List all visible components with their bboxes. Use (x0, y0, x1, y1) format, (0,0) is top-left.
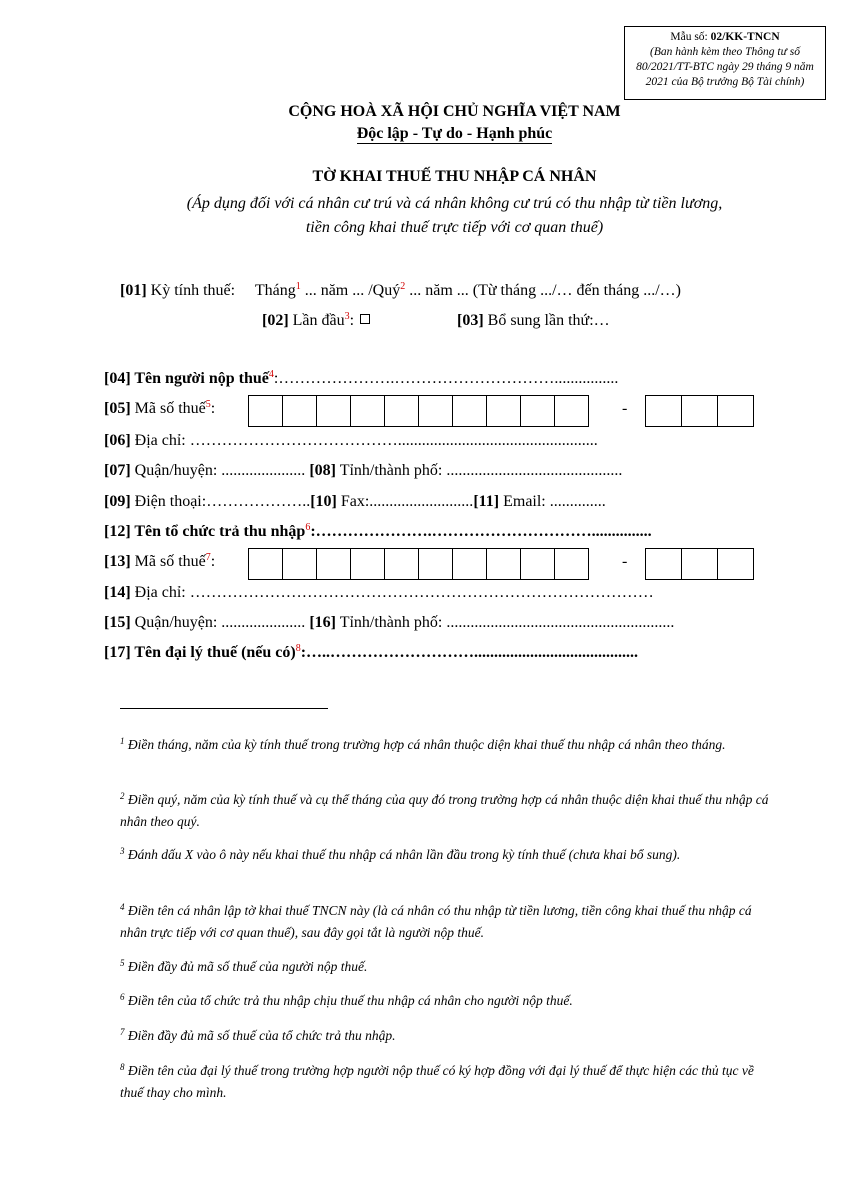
tin-digit-cell[interactable] (452, 395, 487, 427)
form-number: Mẫu số: 02/KK-TNCN (670, 31, 780, 43)
taxpayer-address-field[interactable]: [06] Địa chỉ: ………………………………….................................................. (104, 432, 598, 449)
payer-tin-grid[interactable] (248, 548, 589, 580)
footnote: $^7$ Điền đầy đủ mã số thuế của tổ chức trả thu nhập. (120, 1027, 396, 1043)
footnote: $^5$ Điền đầy đủ mã số thuế của người nộp thuế. (120, 958, 368, 974)
taxpayer-tin-suffix-grid[interactable] (645, 395, 754, 427)
payer-district-province-line[interactable]: [15] Quận/huyện: ..................... [16] Tỉnh/thành phố: ......................................................... (104, 614, 675, 631)
tin-digit-cell[interactable] (316, 548, 351, 580)
tin-digit-cell[interactable] (554, 548, 589, 580)
footnote: $^1$ Điền tháng, năm của kỳ tính thuế trong trường hợp cá nhân thuộc diện khai thuế thu nhập cá nhân theo tháng. (120, 736, 726, 752)
payer-tin-suffix-grid[interactable] (645, 548, 754, 580)
tin-dash: - (622, 553, 628, 570)
footnote: $^4$ Điền tên cá nhân lập tờ khai thuế TNCN này (là cá nhân có thu nhập từ tiền lương, tiền công khai thuế thu nhập cá nhân trực tiếp với cơ quan thuế), sau đây gọi tắt là người nộp thuế. (120, 902, 752, 940)
page-title: TỜ KHAI THUẾ THU NHẬP CÁ NHÂN (312, 168, 597, 185)
tin-digit-cell[interactable] (486, 548, 521, 580)
tin-digit-cell[interactable] (384, 548, 419, 580)
tin-digit-cell[interactable] (350, 395, 385, 427)
tin-dash: - (622, 400, 628, 417)
tax-agent-name-field[interactable]: [17] Tên đại lý thuế (nếu có)$^8$:…..………………………......................................... (104, 643, 639, 661)
tin-digit-cell[interactable] (248, 395, 283, 427)
payer-org-name-field[interactable]: [12] Tên tổ chức trả thu nhập$^6$:………………….…………………………............... (104, 522, 652, 540)
district-province-line[interactable]: [07] Quận/huyện: ..................... [08] Tỉnh/thành phố: ............................................ (104, 462, 623, 479)
taxpayer-name-field[interactable]: [04] Tên người nộp thuế$^4$:………………….…………………………................ (104, 369, 619, 387)
tin-digit-cell[interactable] (645, 395, 682, 427)
tin-digit-cell[interactable] (520, 548, 555, 580)
tin-digit-cell[interactable] (452, 548, 487, 580)
tin-digit-cell[interactable] (554, 395, 589, 427)
tin-digit-cell[interactable] (645, 548, 682, 580)
tin-digit-cell[interactable] (316, 395, 351, 427)
taxpayer-tin-label: [05] Mã số thuế$^5$: (104, 399, 216, 417)
footnote: $^8$ Điền tên của đại lý thuế trong trường hợp người nộp thuế có ký hợp đồng với đại lý thuế để thực hiện các thủ tục về thuế thay cho mình. (120, 1062, 754, 1100)
tin-digit-cell[interactable] (384, 395, 419, 427)
tin-digit-cell[interactable] (350, 548, 385, 580)
tin-digit-cell[interactable] (418, 395, 453, 427)
tin-digit-cell[interactable] (282, 395, 317, 427)
footnote: $^3$ Đánh dấu X vào ô này nếu khai thuế thu nhập cá nhân lần đầu trong kỳ tính thuế (chưa khai bổ sung). (120, 846, 681, 862)
tax-period-line: [01] Kỳ tính thuế: Tháng$^1$ ... năm ... /Quý$^2$ ... năm ... (Từ tháng .../… đến tháng .../…) (120, 281, 681, 299)
tin-digit-cell[interactable] (681, 548, 718, 580)
tin-digit-cell[interactable] (717, 395, 754, 427)
contact-line[interactable]: [09] Điện thoại:………………..[10] Fax:..........................[11] Email: .............. (104, 493, 606, 510)
tin-digit-cell[interactable] (486, 395, 521, 427)
first-time-checkbox[interactable] (360, 314, 370, 324)
footnote: $^2$ Điền quý, năm của kỳ tính thuế và cụ thể tháng của quy đó trong trường hợp cá nhân thuộc diện khai thuế thu nhập cá nhân theo quý. (120, 791, 769, 829)
nation-title: CỘNG HOÀ XÃ HỘI CHỦ NGHĨA VIỆT NAM (288, 103, 621, 120)
tin-digit-cell[interactable] (520, 395, 555, 427)
first-time-field: [02] Lần đầu$^3$: (262, 312, 370, 330)
tin-digit-cell[interactable] (248, 548, 283, 580)
footnote-divider (120, 708, 328, 709)
tin-digit-cell[interactable] (282, 548, 317, 580)
form-number-box (624, 26, 826, 100)
supplement-field: [03] Bổ sung lần thứ:… (457, 312, 610, 329)
motto: Độc lập - Tự do - Hạnh phúc (356, 125, 553, 142)
page-subtitle: (Áp dụng đối với cá nhân cư trú và cá nhân không cư trú có thu nhập từ tiền lương, tiền công khai thuế trực tiếp với cơ quan thuế) (186, 195, 723, 236)
tin-digit-cell[interactable] (681, 395, 718, 427)
tin-digit-cell[interactable] (717, 548, 754, 580)
form-issued-note: (Ban hành kèm theo Thông tư số 80/2021/TT-BTC ngày 29 tháng 9 năm 2021 của Bộ trưởng Bộ Tài chính) (636, 46, 814, 88)
payer-address-field[interactable]: [14] Địa chỉ: …………………………………………………………………………… (104, 584, 654, 601)
payer-tin-label: [13] Mã số thuế$^7$: (104, 552, 216, 570)
taxpayer-tin-grid[interactable] (248, 395, 589, 427)
footnote: $^6$ Điền tên của tổ chức trả thu nhập chịu thuế thu nhập cá nhân cho người nộp thuế. (120, 992, 573, 1008)
tin-digit-cell[interactable] (418, 548, 453, 580)
